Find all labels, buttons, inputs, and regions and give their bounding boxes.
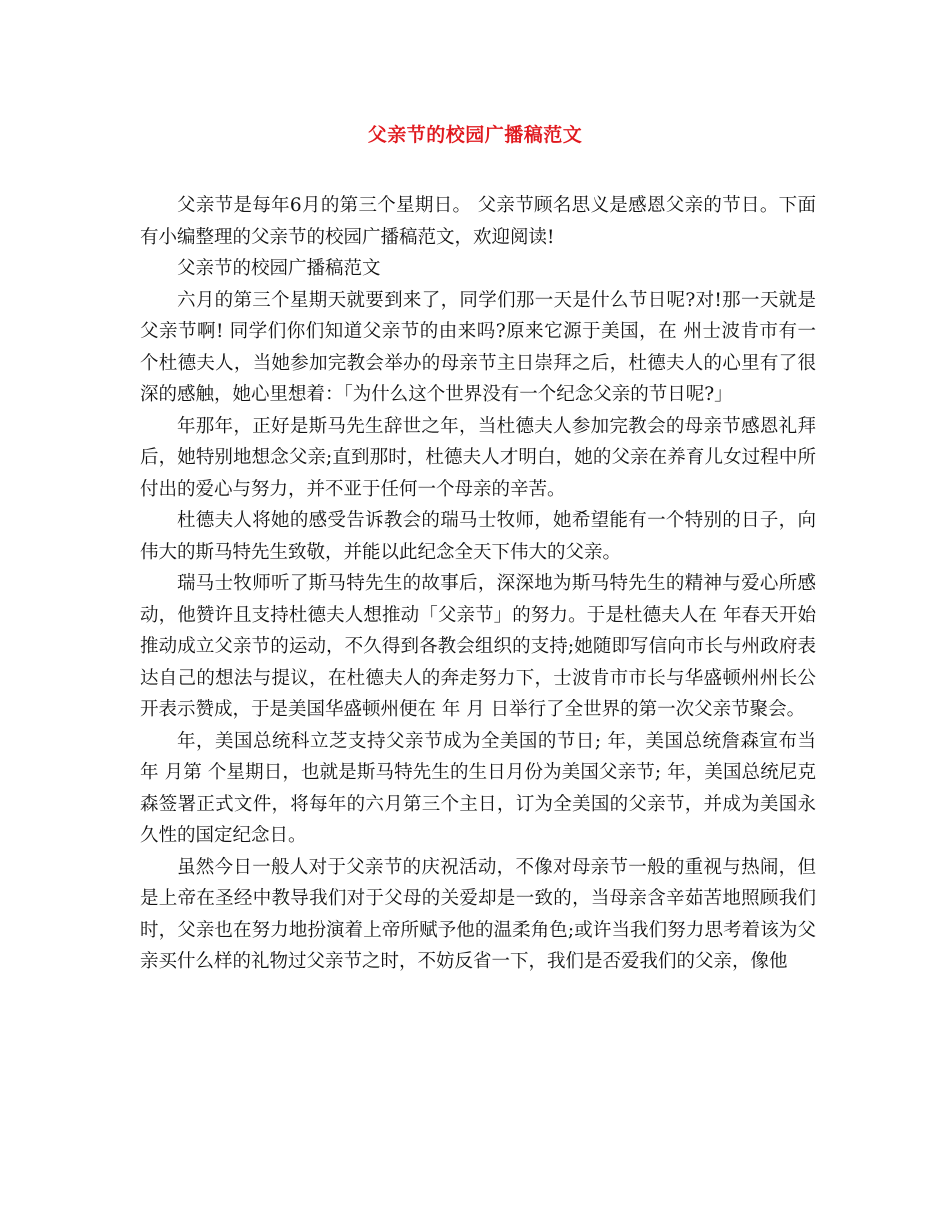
paragraph-presidents: 年，美国总统科立芝支持父亲节成为全美国的节日; 年，美国总统詹森宣布当年 月第 个星期日，也就是斯马特先生的生日月份为美国父亲节; 年，美国总统尼克森签署正式文件，将每年的六月第三个主日，订为全美国的父亲节，并成为美国永久性的国定纪念日。: [140, 730, 816, 846]
paragraph-reflection: 虽然今日一般人对于父亲节的庆祝活动，不像对母亲节一般的重视与热闹，但是上帝在圣经中教导我们对于父母的关爱却是一致的，当母亲含辛茹苦地照顾我们时，父亲也在努力地扮演着上帝所赋予他的温柔角色;或许当我们努力思考着该为父亲买什么样的礼物过父亲节之时，不妨反省一下，我们是否爱我们的父亲，像他: [140, 856, 816, 972]
paragraph-origin: 六月的第三个星期天就要到来了，同学们那一天是什么节日呢?对!那一天就是父亲节啊! 同学们你们知道父亲节的由来吗?原来它源于美国，在 州士波肯市有一个杜德夫人，当她参加完教会举办的母亲节主日崇拜之后，杜德夫人的心里有了很深的感触，她心里想着：「为什么这个世界没有一个纪念父亲的节日呢?」: [140, 289, 816, 405]
paragraph-pastor: 杜德夫人将她的感受告诉教会的瑞马士牧师，她希望能有一个特别的日子，向伟大的斯马特先生致敬，并能以此纪念全天下伟大的父亲。: [140, 510, 816, 563]
document-body: [140, 190, 816, 978]
paragraph-movement: 瑞马士牧师听了斯马特先生的故事后，深深地为斯马特先生的精神与爱心所感动，他赞许且支持杜德夫人想推动「父亲节」的努力。于是杜德夫人在 年春天开始推动成立父亲节的运动，不久得到各教会组织的支持;她随即写信向市长与州政府表达自己的想法与提议，在杜德夫人的奔走努力下，士波肯市市长与华盛顿州州长公开表示赞成，于是美国华盛顿州便在 年 月 日举行了全世界的第一次父亲节聚会。: [140, 573, 816, 720]
paragraph-intro: 父亲节是每年6月的第三个星期日。 父亲节顾名思义是感恩父亲的节日。下面有小编整理的父亲节的校园广播稿范文，欢迎阅读!: [140, 195, 816, 248]
page-title: 父亲节的校园广播稿范文: [367, 124, 583, 146]
paragraph-memorial: 年那年，正好是斯马先生辞世之年，当杜德夫人参加完教会的母亲节感恩礼拜后，她特别地想念父亲;直到那时，杜德夫人才明白，她的父亲在养育儿女过程中所付出的爱心与努力，并不亚于任何一个母亲的辛苦。: [140, 415, 816, 500]
paragraph-subheading: 父亲节的校园广播稿范文: [177, 258, 381, 279]
